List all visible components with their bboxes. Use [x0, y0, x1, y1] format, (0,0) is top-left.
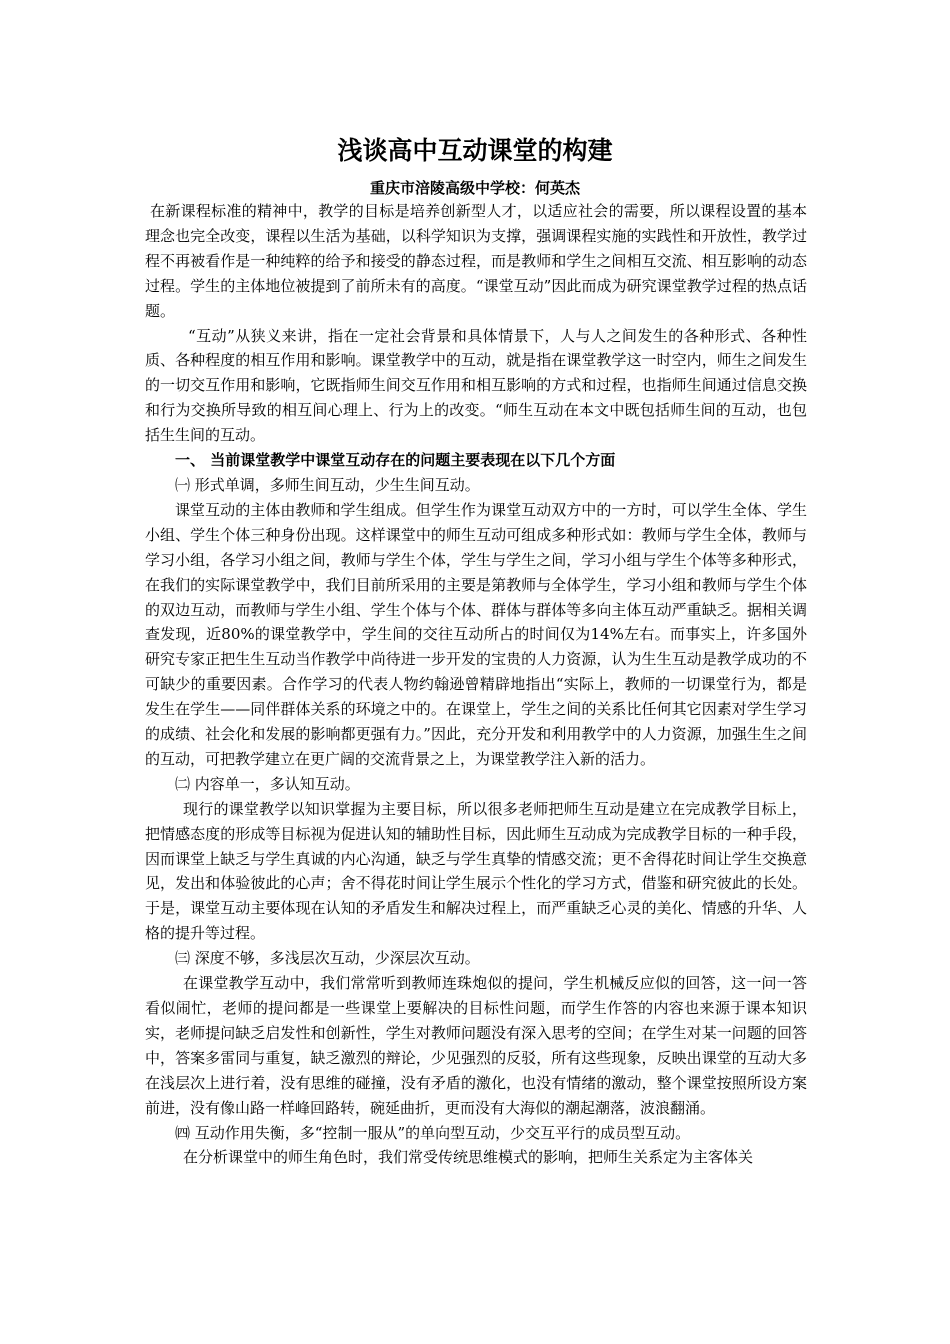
- paragraph-content: 现行的课堂教学以知识掌握为主要目标，所以很多老师把师生互动是建立在完成教学目标上，把情感态度的形成等目标视为促进认知的辅助性目标，因此师生互动成为完成教学目标的一种手段，因而课堂上缺乏与学生真诚的内心沟通，缺乏与学生真挚的情感交流；更不舍得花时间让学生交换意见，发出和体验彼此的心声；舍不得花时间让学生展示个性化的学习方式，借鉴和研究彼此的长处。于是，课堂互动主要体现在认知的矛盾发生和解决过程上，而严重缺乏心灵的美化、情感的升华、人格的提升等过程。: [145, 799, 807, 943]
- document-title: 浅谈高中互动课堂的构建: [337, 136, 613, 165]
- subheading-4: ㈣ 互动作用失衡，多“控制一服从”的单向型互动，少交互平行的成员型互动。: [175, 1123, 691, 1142]
- paragraph-intro: 在新课程标准的精神中，教学的目标是培养创新型人才，以适应社会的需要，所以课程设置的基本理念也完全改变，课程以生活为基础，以科学知识为支撑，强调课程实施的实践性和开放性，教学过程不再被看作是一种纯粹的给予和接受的静态过程，而是教师和学生之间相互交流、相互影响的动态过程。学生的主体地位被提到了前所未有的高度。“课堂互动”因此而成为研究课堂教学过程的热点话题。: [145, 202, 807, 320]
- document-body: [145, 199, 807, 1170]
- author-line: 重庆市涪陵高级中学校：何英杰: [369, 179, 580, 197]
- paragraph-roles: 在分析课堂中的师生角色时，我们常受传统思维模式的影响，把师生关系定为主客体关: [183, 1148, 754, 1167]
- subheading-2: ㈡ 内容单一，多认知互动。: [175, 774, 360, 793]
- subheading-1: ㈠ 形式单调，多师生间互动，少生生间互动。: [175, 475, 480, 494]
- paragraph-depth: 在课堂教学互动中，我们常常听到教师连珠炮似的提问，学生机械反应似的回答，这一问一答看似闹忙，老师的提问都是一些课堂上要解决的目标性问题，而学生作答的内容也来源于课本知识实，老师提问缺乏启发性和创新性，学生对教师问题没有深入思考的空间；在学生对某一问题的回答中，答案多雷同与重复，缺乏激烈的辩论，少见强烈的反驳，所有这些现象，反映出课堂的互动大多在浅层次上进行着，没有思维的碰撞，没有矛盾的激化，也没有情绪的激动，整个课堂按照所设方案前进，没有像山路一样峰回路转，碗延曲折，更而没有大海似的潮起潮落，波浪翻涌。: [145, 974, 807, 1117]
- paragraph-interaction-definition: “互动”从狭义来讲，指在一定社会背景和具体情景下，人与人之间发生的各种形式、各种性质、各种程度的相互作用和影响。课堂教学中的互动，就是指在课堂教学这一时空内，师生之间发生的一切交互作用和影响，它既指师生间交互作用和相互影响的方式和过程，也指师生间通过信息交换和行为交换所导致的相互间心理上、行为上的改变。“师生互动在本文中既包括师生间的互动，也包括生生间的互动。: [145, 326, 807, 445]
- paragraph-form: 课堂互动的主体由教师和学生组成。但学生作为课堂互动双方中的一方时，可以学生全体、学生小组、学生个体三种身份出现。这样课堂中的师生互动可组成多种形式如：教师与学生全体，教师与 学习小组，各学习小组之间，教师与学生个体，学生与学生之间，学习小组与学生个体等多种形式，在我们的实际课堂教学中，我们目前所采用的主要是第教师与全体学生，学习小组和教师与学生个体 的双边互动，而教师与学生小组、学生个体与个体、群体与群体等多向主体互动严重缺乏。据相关调查发现，近80%的课堂教学中，学生间的交往互动所占的时间仅为14%左右。而事实上，许多国外研究专家正把生生互动当作教学中尚待进一步开发的宝贵的人力资源，认为生生互动是教学成功的不可缺少的重要因素。合作学习的代表人物约翰逊曾精辟地指出“实际上，教师的一切课堂行为，都是发生在学生——同伴群体关系的环境之中的。在课堂上，学生之间的关系比任何其它因素对学生学习的成绩、社会化和发展的影响都更强有力。”因此，充分开发和利用教学中的人力资源，加强生生之间的互动，可把教学建立在更广阔的交流背景之上，为课堂教学注入新的活力。: [145, 500, 807, 768]
- subheading-3: ㈢ 深度不够，多浅层次互动，少深层次互动。: [175, 949, 480, 968]
- section-heading-1: 一、 当前课堂教学中课堂互动存在的问题主要表现在以下几个方面: [175, 451, 616, 470]
